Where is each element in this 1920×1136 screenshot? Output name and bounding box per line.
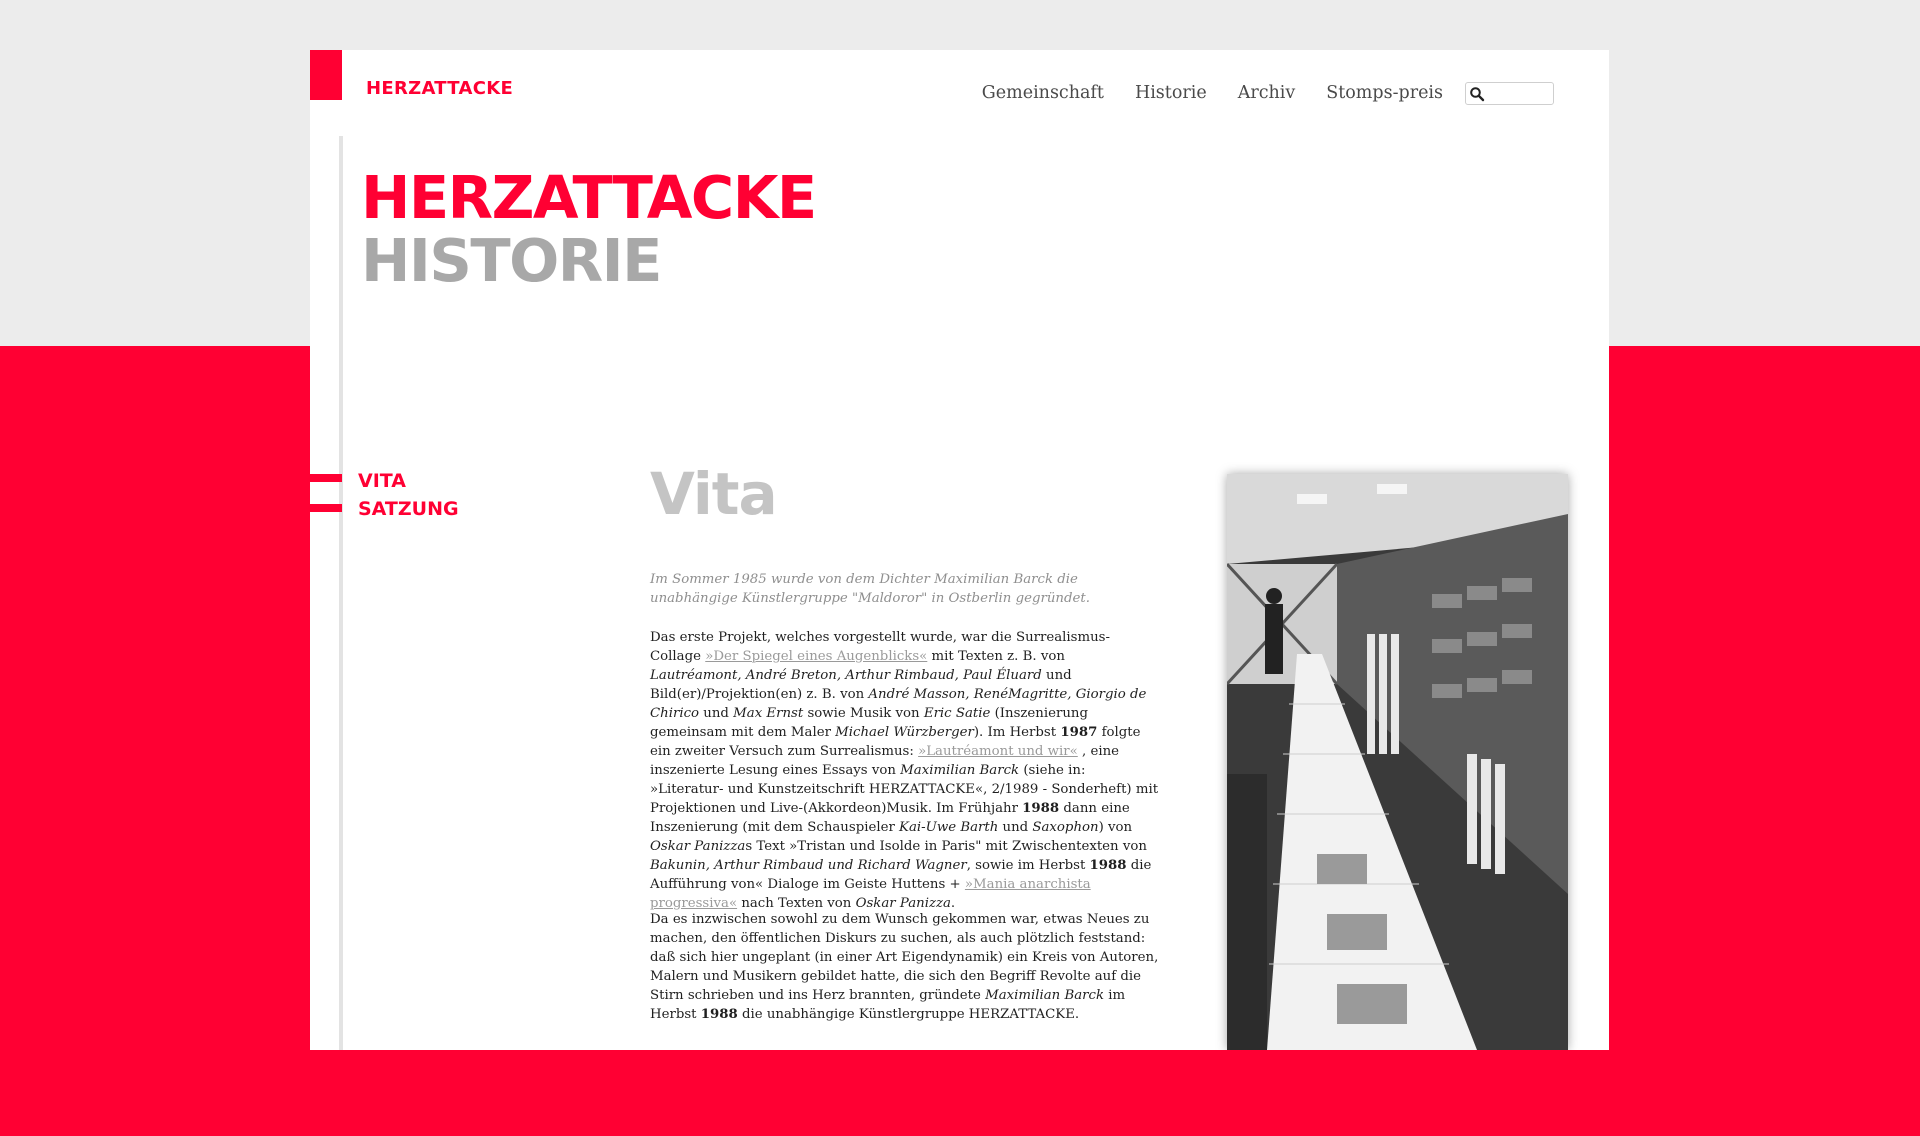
archive-photo bbox=[1227, 474, 1568, 1050]
main-nav bbox=[982, 83, 1443, 103]
text-span: (Inszenierung gemeinsam mit dem Maler bbox=[650, 706, 1088, 740]
sidebar-marker-vita bbox=[310, 474, 342, 482]
italic-names: André Masson, RenéMagritte, Giorgio de Chirico bbox=[650, 687, 1147, 721]
bold-year: 1988 bbox=[1089, 858, 1127, 873]
search-box bbox=[1465, 82, 1554, 105]
italic-names: Kai-Uwe Barth bbox=[899, 820, 999, 835]
italic-names: Max Ernst bbox=[733, 706, 804, 721]
text-span: die Aufführung von« Dialoge im Geiste Huttens + bbox=[650, 858, 1152, 892]
italic-names: Michael Würzberger bbox=[835, 725, 974, 740]
text-span: und Bild(er)/Projektion(en) z. B. von bbox=[650, 668, 1072, 702]
text-span: Da es inzwischen sowohl zu dem Wunsch gekommen war, etwas Neues zu machen, den öffentlichen Diskurs zu suchen, als auch plötzlich feststand: daß sich hier ungeplant (in einer Art Eigendynamik) ein Kreis von Autoren, Malern und Musikern gebildet hatte, die sich den Begriff Revolte auf die Stirn schrieben und ins Herz brannten, gründete bbox=[650, 912, 1159, 1003]
page-subtitle: HISTORIE bbox=[361, 226, 661, 295]
vertical-divider bbox=[339, 136, 343, 1050]
text-span: sowie Musik von bbox=[803, 706, 924, 721]
text-span: mit Texten z. B. von bbox=[927, 649, 1065, 664]
nav-item-gemeinschaft[interactable]: Gemeinschaft bbox=[981, 83, 1104, 103]
text-span: (siehe in: »Literatur- und Kunstzeitschrift HERZATTACKE«, 2/1989 - Sonderheft) mit Projektionen und Live-(Akkordeon)Musik. Im Frühjahr bbox=[650, 763, 1159, 816]
link-lautreamont-und-wir[interactable]: »Lautréamont und wir« bbox=[918, 744, 1078, 759]
text-span: s Text »Tristan und Isolde in Paris" mit Zwischentexten von bbox=[745, 839, 1147, 854]
sidebar-marker-satzung bbox=[310, 504, 342, 512]
text-span: , eine inszenierte Lesung eines Essays von bbox=[650, 744, 1120, 778]
italic-names: Saxophon bbox=[1032, 820, 1099, 835]
link-mania-anarchista-progressiva[interactable]: »Mania anarchista progressiva« bbox=[650, 877, 1091, 911]
link-spiegel-eines-augenblicks[interactable]: »Der Spiegel eines Augenblicks« bbox=[705, 649, 928, 664]
bold-year: 1988 bbox=[700, 1007, 738, 1022]
paragraph-1 bbox=[650, 628, 1160, 913]
section-title: Vita bbox=[650, 460, 777, 528]
text-span: ) von bbox=[1098, 820, 1133, 835]
text-span: folgte ein zweiter Versuch zum Surrealismus: bbox=[650, 725, 1141, 759]
text-span: nach Texten von bbox=[737, 896, 856, 911]
text-span: dann eine Inszenierung (mit dem Schauspieler bbox=[650, 801, 1130, 835]
italic-names: Maximilian Barck bbox=[985, 988, 1105, 1003]
text-span: im Herbst bbox=[650, 988, 1126, 1022]
bold-year: 1988 bbox=[1022, 801, 1060, 816]
italic-names: Bakunin, Arthur Rimbaud und Richard Wagner bbox=[650, 858, 967, 873]
text-span: . bbox=[950, 896, 956, 911]
page-title: HERZATTACKE bbox=[361, 163, 816, 232]
text-span: die unabhängige Künstlergruppe HERZATTACKE. bbox=[737, 1007, 1080, 1022]
italic-names: Oskar Panizza bbox=[650, 839, 746, 854]
text-span: , sowie im Herbst bbox=[966, 858, 1090, 873]
italic-names: Eric Satie bbox=[923, 706, 991, 721]
text-span: ). Im Herbst bbox=[973, 725, 1061, 740]
page-card bbox=[310, 50, 1609, 1050]
italic-names: Lautréamont, André Breton, Arthur Rimbaud, Paul Éluard bbox=[650, 668, 1042, 683]
italic-names: Oskar Panizza bbox=[855, 896, 951, 911]
sidebar-item-vita[interactable]: VITA bbox=[358, 470, 406, 492]
site-logo[interactable]: HERZATTACKE bbox=[366, 78, 514, 99]
text-span: Das erste Projekt, welches vorgestellt wurde, war die Surrealismus-Collage bbox=[650, 630, 1110, 664]
text-span: und bbox=[998, 820, 1033, 835]
nav-item-archiv[interactable]: Archiv bbox=[1237, 83, 1296, 103]
nav-item-historie[interactable]: Historie bbox=[1134, 83, 1207, 103]
search-icon[interactable] bbox=[1469, 86, 1485, 102]
search-input[interactable] bbox=[1490, 84, 1550, 103]
nav-item-stomps-preis[interactable]: Stomps-preis bbox=[1326, 83, 1443, 103]
logo-mark bbox=[310, 50, 342, 100]
intro-text: Im Sommer 1985 wurde von dem Dichter Maximilian Barck die unabhängige Künstlergruppe "Maldoror" in Ostberlin gegründet. bbox=[650, 572, 1090, 606]
paragraph-2 bbox=[650, 910, 1160, 1024]
italic-names: Maximilian Barck bbox=[900, 763, 1020, 778]
bold-year: 1987 bbox=[1060, 725, 1098, 740]
text-span: und bbox=[699, 706, 734, 721]
archive-photo-illustration bbox=[1227, 474, 1568, 1050]
sidebar-item-satzung[interactable]: SATZUNG bbox=[358, 498, 459, 520]
